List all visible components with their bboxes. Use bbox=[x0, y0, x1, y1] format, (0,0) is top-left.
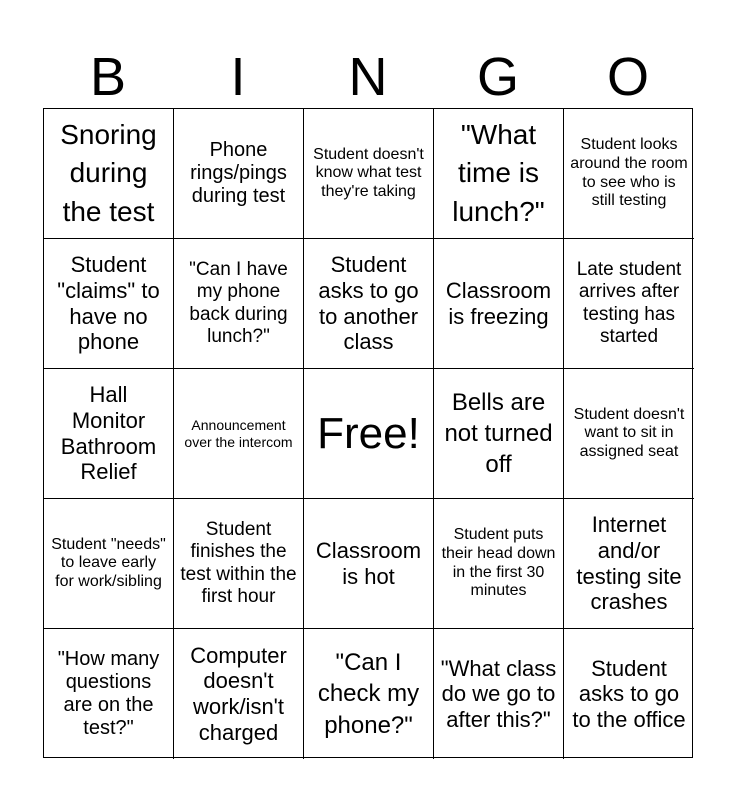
bingo-cell-r4-c2[interactable]: Student finishes the test within the first hour bbox=[174, 499, 304, 629]
bingo-cell-r2-c3[interactable]: Student asks to go to another class bbox=[304, 239, 434, 369]
bingo-cell-r1-c3[interactable]: Student doesn't know what test they're taking bbox=[304, 109, 434, 239]
bingo-cell-r2-c4[interactable]: Classroom is freezing bbox=[434, 239, 564, 369]
bingo-cell-r3-c5[interactable]: Student doesn't want to sit in assigned seat bbox=[564, 369, 694, 499]
header-letter-n: N bbox=[348, 47, 388, 107]
bingo-cell-r1-c2[interactable]: Phone rings/pings during test bbox=[174, 109, 304, 239]
bingo-cell-r5-c3[interactable]: "Can I check my phone?" bbox=[304, 629, 434, 759]
bingo-cell-r3-c1[interactable]: Hall Monitor Bathroom Relief bbox=[44, 369, 174, 499]
header-letter-o: O bbox=[606, 47, 649, 107]
bingo-cell-free[interactable]: Free! bbox=[304, 369, 434, 499]
header-letter-g: G bbox=[476, 47, 519, 107]
bingo-cell-r4-c5[interactable]: Internet and/or testing site crashes bbox=[564, 499, 694, 629]
bingo-cell-r5-c1[interactable]: "How many questions are on the test?" bbox=[44, 629, 174, 759]
bingo-cell-r1-c5[interactable]: Student looks around the room to see who is still testing bbox=[564, 109, 694, 239]
header-letter-i: I bbox=[230, 47, 246, 107]
bingo-cell-r2-c2[interactable]: "Can I have my phone back during lunch?" bbox=[174, 239, 304, 369]
bingo-cell-r4-c1[interactable]: Student "needs" to leave early for work/sibling bbox=[44, 499, 174, 629]
bingo-card bbox=[43, 108, 693, 758]
bingo-cell-r3-c2[interactable]: Announcement over the intercom bbox=[174, 369, 304, 499]
bingo-cell-r5-c4[interactable]: "What class do we go to after this?" bbox=[434, 629, 564, 759]
bingo-cell-r3-c4[interactable]: Bells are not turned off bbox=[434, 369, 564, 499]
bingo-cell-r4-c4[interactable]: Student puts their head down in the first 30 minutes bbox=[434, 499, 564, 629]
bingo-cell-r5-c5[interactable]: Student asks to go to the office bbox=[572, 655, 686, 732]
bingo-header bbox=[43, 46, 693, 108]
bingo-cell-r2-c5[interactable]: Late student arrives after testing has started bbox=[564, 239, 694, 369]
bingo-cell-r4-c3[interactable]: Classroom is hot bbox=[304, 499, 434, 629]
bingo-cell-r1-c4[interactable]: "What time is lunch?" bbox=[434, 109, 564, 239]
header-letter-b: B bbox=[89, 47, 127, 107]
bingo-cell-r1-c1[interactable]: Snoring during the test bbox=[44, 109, 174, 239]
bingo-cell-r5-c2[interactable]: Computer doesn't work/isn't charged bbox=[174, 629, 304, 759]
bingo-cell-r2-c1[interactable]: Student "claims" to have no phone bbox=[44, 239, 174, 369]
